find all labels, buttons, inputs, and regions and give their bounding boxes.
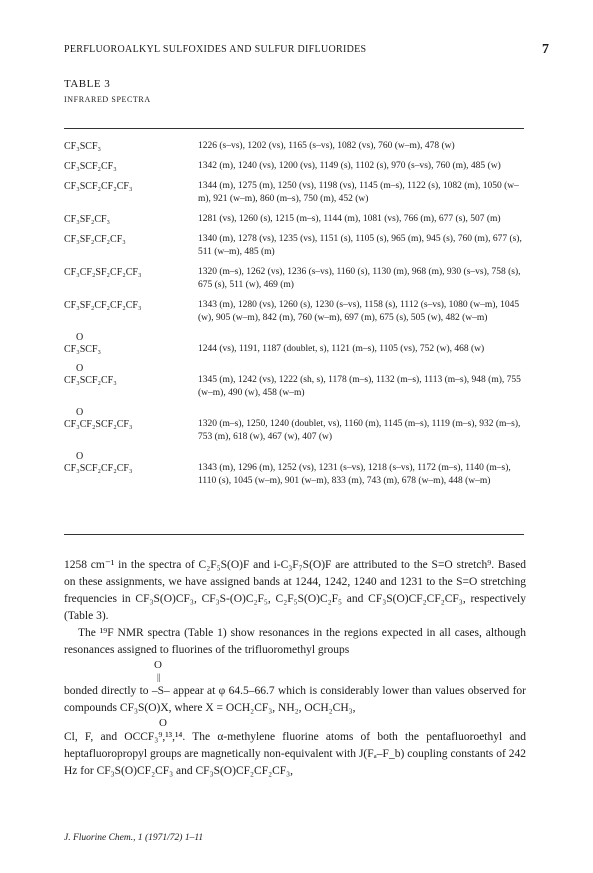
ir-bands-cell: 1343 (m), 1296 (m), 1252 (vs), 1231 (s–vs), 1218 (s–vs), 1172 (m–s), 1140 (m–s), 1110 (s), 1045 (w–m), 901 (w–m), 833 (m), 743 (m), 678 (w–m), 448 (w–m) xyxy=(198,463,511,486)
compound-cell xyxy=(64,332,198,356)
table-top-rule xyxy=(64,128,524,129)
compound-formula: CF₃SCF₃ xyxy=(64,141,101,152)
table-row xyxy=(64,407,526,444)
oxo-label: O xyxy=(76,407,84,418)
compound-cell xyxy=(64,299,198,312)
table-row xyxy=(64,160,526,173)
ir-bands-cell: 1345 (m), 1242 (vs), 1222 (sh, s), 1178 (m–s), 1132 (m–s), 1113 (m–s), 948 (m), 755 (w–m), 490 (w), 458 (w–m) xyxy=(198,375,521,398)
table-row xyxy=(64,233,526,259)
compound-formula: CF₃SF₂CF₂CF₂CF₃ xyxy=(64,300,142,311)
ir-bands-cell: 1343 (m), 1280 (vs), 1260 (s), 1230 (s–vs), 1158 (s), 1112 (s–vs), 1080 (w–m), 1045 (w), 905 (w–m), 842 (m), 760 (w–m), 697 (m), 675 (s), 505 (w), 482 (w–m) xyxy=(198,300,520,323)
ir-bands-cell: 1342 (m), 1240 (vs), 1200 (vs), 1149 (s), 1102 (s), 970 (s–vs), 760 (m), 485 (w) xyxy=(198,161,501,171)
table-row xyxy=(64,180,526,206)
compound-cell xyxy=(64,451,198,475)
ir-bands-cell: 1320 (m–s), 1262 (vs), 1236 (s–vs), 1160 (s), 1130 (m), 968 (m), 930 (s–vs), 758 (s), 675 (s), 511 (w), 469 (m) xyxy=(198,267,521,290)
compound-cell xyxy=(64,213,198,226)
compound-cell xyxy=(64,233,198,246)
table-row xyxy=(64,140,526,153)
double-bond-mark: || xyxy=(157,672,161,682)
compound-cell xyxy=(64,266,198,279)
compound-cell xyxy=(64,180,198,193)
body-text xyxy=(64,557,526,780)
compound-formula: CF₃SCF₂CF₃ xyxy=(64,375,117,386)
oxo-label: O xyxy=(76,332,84,343)
ir-bands-cell: 1281 (vs), 1260 (s), 1215 (m–s), 1144 (m), 1081 (vs), 766 (m), 677 (s), 507 (m) xyxy=(198,214,501,224)
compound-cell xyxy=(64,363,198,387)
compound-formula: CF₃CF₂SF₂CF₂CF₃ xyxy=(64,267,142,278)
page-header xyxy=(64,44,549,58)
ir-bands-cell: 1320 (m–s), 1250, 1240 (doublet, vs), 1160 (m), 1145 (m–s), 1119 (m–s), 932 (m–s), 753 (m), 618 (w), 467 (w), 407 (w) xyxy=(198,419,521,442)
journal-footer: J. Fluorine Chem., 1 (1971/72) 1–11 xyxy=(64,833,204,843)
compound-formula: CF₃SCF₂CF₃ xyxy=(64,161,117,172)
compound-formula: CF₃SCF₃ xyxy=(64,344,101,355)
table-row xyxy=(64,363,526,400)
compound-cell xyxy=(64,140,198,153)
table-row xyxy=(64,299,526,325)
paragraph-2a: The ¹⁹F NMR spectra (Table 1) show resonances in the regions expected in all cases, although resonances assigned to fluorines of the trifluoromethyl groups xyxy=(64,627,526,656)
page-number: 7 xyxy=(542,42,549,57)
oxo-label: O xyxy=(76,451,84,462)
compound-formula: CF₃SCF₂CF₂CF₃ xyxy=(64,181,133,192)
paragraph-2b: bonded directly to –S– appear at φ 64.5–66.7 which is considerably lower than values observed for compounds CF₃S(O)X, where X = OCH₂CF₃, NH₂, OCH₂CH₃, xyxy=(64,685,526,714)
oxo-letter: O xyxy=(154,659,162,671)
ir-bands-cell: 1226 (s–vs), 1202 (vs), 1165 (s–vs), 1082 (vs), 760 (w–m), 478 (w) xyxy=(198,141,455,151)
table-bottom-rule xyxy=(64,534,524,535)
table-label: TABLE 3 xyxy=(64,78,111,90)
paragraph-2c: Cl, F, and OCCF₃⁹,¹³,¹⁴. The α-methylene fluorine atoms of both the pentafluoroethyl and heptafluoropropyl groups are magnetically non-equivalent with J(Fₐ–F_b) coupling constants of 242 Hz for CF₃S(O)CF₂CF₃ and CF₃S(O)CF₂CF₂CF₃, xyxy=(64,731,526,777)
compound-formula: CF₃SCF₂CF₂CF₃ xyxy=(64,463,133,474)
paragraph-1: 1258 cm⁻¹ in the spectra of C₂F₅S(O)F and i-C₃F₇S(O)F are attributed to the S=O stretch⁹. Based on these assignments, we have assigned bands at 1244, 1242, 1240 and 1231 to the S=O stretching frequencies in CF₃S(O)CF₃, CF₃S-(O)C₂F₅, C₂F₅S(O)C₂F₅ and CF₃S(O)CF₂CF₂CF₃, respectively (Table 3). xyxy=(64,559,526,622)
ir-bands-cell: 1344 (m), 1275 (m), 1250 (vs), 1198 (vs), 1145 (m–s), 1122 (s), 1082 (m), 1050 (w–m), 921 (w–m), 860 (m–s), 750 (m), 452 (w) xyxy=(198,181,519,204)
compound-cell xyxy=(64,160,198,173)
oxo-label: O xyxy=(76,363,84,374)
compound-formula: CF₃SF₂CF₂CF₃ xyxy=(64,234,126,245)
ir-bands-cell: 1340 (m), 1278 (vs), 1235 (vs), 1151 (s), 1105 (s), 965 (m), 945 (s), 760 (m), 677 (s), 511 (w–m), 485 (m) xyxy=(198,234,522,257)
compound-cell xyxy=(64,407,198,431)
table-row xyxy=(64,213,526,226)
table-caption: INFRARED SPECTRA xyxy=(64,95,151,104)
ir-bands-cell: 1244 (vs), 1191, 1187 (doublet, s), 1121 (m–s), 1105 (vs), 752 (w), 468 (w) xyxy=(198,344,485,354)
compound-formula: CF₃CF₂SCF₂CF₃ xyxy=(64,419,133,430)
table-row xyxy=(64,332,526,356)
sulfoxide-oxygen-mark xyxy=(64,659,526,683)
table-body xyxy=(64,140,526,495)
table-row xyxy=(64,266,526,292)
compound-formula: CF₃SF₂CF₃ xyxy=(64,214,111,225)
running-title: PERFLUOROALKYL SULFOXIDES AND SULFUR DIFLUORIDES xyxy=(64,44,367,55)
table-row xyxy=(64,451,526,488)
carbonyl-oxygen-mark: O xyxy=(159,717,167,729)
